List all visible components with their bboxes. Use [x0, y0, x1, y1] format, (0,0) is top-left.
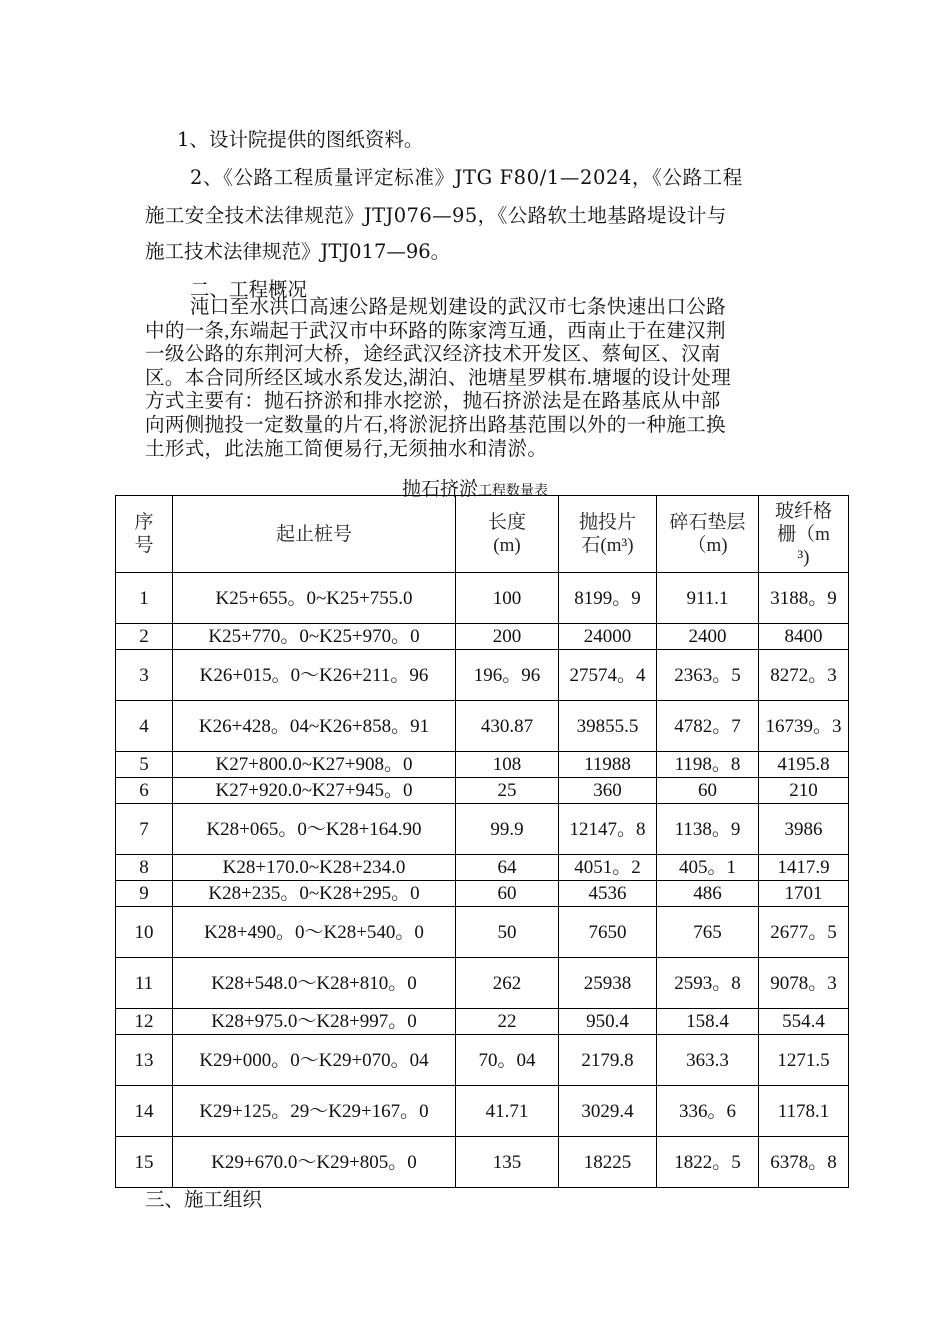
cell-length: 41.71 [456, 1086, 559, 1137]
cell-length: 196。96 [456, 650, 559, 701]
table-row [116, 958, 849, 1009]
cell-station: K27+920.0~K27+945。0 [173, 778, 456, 804]
cell-seq: 7 [116, 804, 173, 855]
cell-rubble: 18225 [559, 1137, 657, 1188]
cell-seq: 8 [116, 855, 173, 881]
header-station: 起止桩号 [173, 496, 456, 573]
cell-gravel: 158.4 [657, 1009, 759, 1035]
overview-line: 一级公路的东荆河大桥，途经武汉经济技术开发区、蔡甸区、汉南 [145, 344, 721, 366]
cell-station: K26+428。04~K26+858。91 [173, 701, 456, 752]
cell-gravel: 1822。5 [657, 1137, 759, 1188]
cell-gravel: 4782。7 [657, 701, 759, 752]
cell-gravel: 1138。9 [657, 804, 759, 855]
cell-seq: 12 [116, 1009, 173, 1035]
cell-length: 99.9 [456, 804, 559, 855]
cell-rubble: 27574。4 [559, 650, 657, 701]
reference-item-2-line-3: 施工技术法律规范》JTJ017—96。 [145, 240, 451, 263]
cell-length: 108 [456, 752, 559, 778]
cell-rubble: 12147。8 [559, 804, 657, 855]
cell-length: 200 [456, 624, 559, 650]
cell-gravel: 1198。8 [657, 752, 759, 778]
cell-rubble: 25938 [559, 958, 657, 1009]
cell-geogrid: 1417.9 [759, 855, 849, 881]
table-row [116, 1035, 849, 1086]
cell-rubble: 39855.5 [559, 701, 657, 752]
overview-line: 沌口至水洪口高速公路是规划建设的武汉市七条快速出口公路 [190, 297, 726, 318]
cell-gravel: 60 [657, 778, 759, 804]
cell-rubble: 8199。9 [559, 573, 657, 624]
cell-seq: 15 [116, 1137, 173, 1188]
cell-seq: 11 [116, 958, 173, 1009]
table-row [116, 881, 849, 907]
table-row [116, 752, 849, 778]
cell-geogrid: 4195.8 [759, 752, 849, 778]
header-seq: 序号 [116, 496, 173, 573]
cell-station: K28+065。0～K28+164.90 [173, 804, 456, 855]
cell-geogrid: 210 [759, 778, 849, 804]
cell-seq: 4 [116, 701, 173, 752]
cell-station: K29+125。29～K29+167。0 [173, 1086, 456, 1137]
cell-station: K29+670.0～K29+805。0 [173, 1137, 456, 1188]
reference-item-2-line-1: 2、《公路工程质量评定标准》JTG F80/1—2024，《公路工程 [190, 166, 743, 189]
cell-gravel: 2400 [657, 624, 759, 650]
cell-geogrid: 1178.1 [759, 1086, 849, 1137]
table-row [116, 907, 849, 958]
header-gravel: 碎石垫层（m) [657, 496, 759, 573]
header-length: 长度(m) [456, 496, 559, 573]
cell-length: 25 [456, 778, 559, 804]
cell-geogrid: 554.4 [759, 1009, 849, 1035]
cell-gravel: 2593。8 [657, 958, 759, 1009]
table-caption-main: 抛石挤淤 [401, 479, 478, 500]
table-row [116, 573, 849, 624]
cell-length: 64 [456, 855, 559, 881]
cell-station: K25+655。0~K25+755.0 [173, 573, 456, 624]
cell-geogrid: 8272。3 [759, 650, 849, 701]
cell-station: K27+800.0~K27+908。0 [173, 752, 456, 778]
overview-paragraph [145, 296, 810, 461]
overview-line: 土形式，此法施工简便易行,无须抽水和清淤。 [145, 438, 548, 460]
cell-seq: 13 [116, 1035, 173, 1086]
cell-station: K25+770。0~K25+970。0 [173, 624, 456, 650]
overview-line: 中的一条,东端起于武汉市中环路的陈家湾互通，西南止于在建汉荆 [145, 320, 726, 342]
cell-gravel: 765 [657, 907, 759, 958]
table-row [116, 701, 849, 752]
table-row [116, 1086, 849, 1137]
cell-seq: 14 [116, 1086, 173, 1137]
cell-length: 262 [456, 958, 559, 1009]
section-heading-organization: 三、施工组织 [145, 1188, 263, 1211]
cell-seq: 9 [116, 881, 173, 907]
cell-gravel: 336。6 [657, 1086, 759, 1137]
cell-station: K28+235。0~K28+295。0 [173, 881, 456, 907]
table-row [116, 624, 849, 650]
cell-rubble: 7650 [559, 907, 657, 958]
section-heading-overview: 二、工程概况 [190, 278, 308, 301]
table-row [116, 1137, 849, 1188]
cell-rubble: 3029.4 [559, 1086, 657, 1137]
cell-geogrid: 2677。5 [759, 907, 849, 958]
cell-geogrid: 16739。3 [759, 701, 849, 752]
cell-rubble: 4536 [559, 881, 657, 907]
overview-line: 区。本合同所经区域水系发达,湖泊、池塘星罗棋布.塘堰的设计处理 [145, 367, 732, 389]
cell-gravel: 363.3 [657, 1035, 759, 1086]
table-header-row [116, 496, 849, 573]
reference-item-2-line-2: 施工安全技术法律规范》JTJ076—95，《公路软土地基路堤设计与 [145, 204, 727, 227]
cell-rubble: 11988 [559, 752, 657, 778]
table-row [116, 1009, 849, 1035]
cell-geogrid: 1701 [759, 881, 849, 907]
table-row [116, 804, 849, 855]
overview-line: 方式主要有：抛石挤淤和排水挖淤，抛石挤淤法是在路基底从中部 [145, 391, 721, 413]
cell-rubble: 24000 [559, 624, 657, 650]
cell-length: 135 [456, 1137, 559, 1188]
cell-seq: 3 [116, 650, 173, 701]
cell-station: K28+975.0～K28+997。0 [173, 1009, 456, 1035]
cell-rubble: 4051。2 [559, 855, 657, 881]
cell-length: 50 [456, 907, 559, 958]
cell-seq: 10 [116, 907, 173, 958]
header-rubble: 抛投片石(m³) [559, 496, 657, 573]
cell-length: 70。04 [456, 1035, 559, 1086]
cell-rubble: 2179.8 [559, 1035, 657, 1086]
cell-geogrid: 3188。9 [759, 573, 849, 624]
cell-gravel: 911.1 [657, 573, 759, 624]
cell-station: K28+490。0～K28+540。0 [173, 907, 456, 958]
cell-station: K26+015。0～K26+211。96 [173, 650, 456, 701]
cell-geogrid: 6378。8 [759, 1137, 849, 1188]
cell-length: 430.87 [456, 701, 559, 752]
table-row [116, 650, 849, 701]
table-caption-sub: 工程数量表 [478, 484, 548, 499]
cell-seq: 6 [116, 778, 173, 804]
cell-station: K28+548.0～K28+810。0 [173, 958, 456, 1009]
cell-geogrid: 8400 [759, 624, 849, 650]
cell-geogrid: 1271.5 [759, 1035, 849, 1086]
cell-seq: 1 [116, 573, 173, 624]
cell-rubble: 950.4 [559, 1009, 657, 1035]
cell-rubble: 360 [559, 778, 657, 804]
cell-length: 22 [456, 1009, 559, 1035]
cell-gravel: 405。1 [657, 855, 759, 881]
cell-seq: 2 [116, 624, 173, 650]
cell-length: 100 [456, 573, 559, 624]
table-row [116, 778, 849, 804]
cell-geogrid: 3986 [759, 804, 849, 855]
overview-line: 向两侧抛投一定数量的片石,将淤泥挤出路基范围以外的一种施工换 [145, 414, 726, 436]
cell-station: K29+000。0～K29+070。04 [173, 1035, 456, 1086]
cell-gravel: 486 [657, 881, 759, 907]
cell-length: 60 [456, 881, 559, 907]
table-row [116, 855, 849, 881]
header-geogrid: 玻纤格栅（m³) [759, 496, 849, 573]
cell-station: K28+170.0~K28+234.0 [173, 855, 456, 881]
cell-gravel: 2363。5 [657, 650, 759, 701]
cell-seq: 5 [116, 752, 173, 778]
cell-geogrid: 9078。3 [759, 958, 849, 1009]
reference-item-1: 1、设计院提供的图纸资料。 [177, 128, 424, 151]
quantity-table [115, 495, 849, 1188]
